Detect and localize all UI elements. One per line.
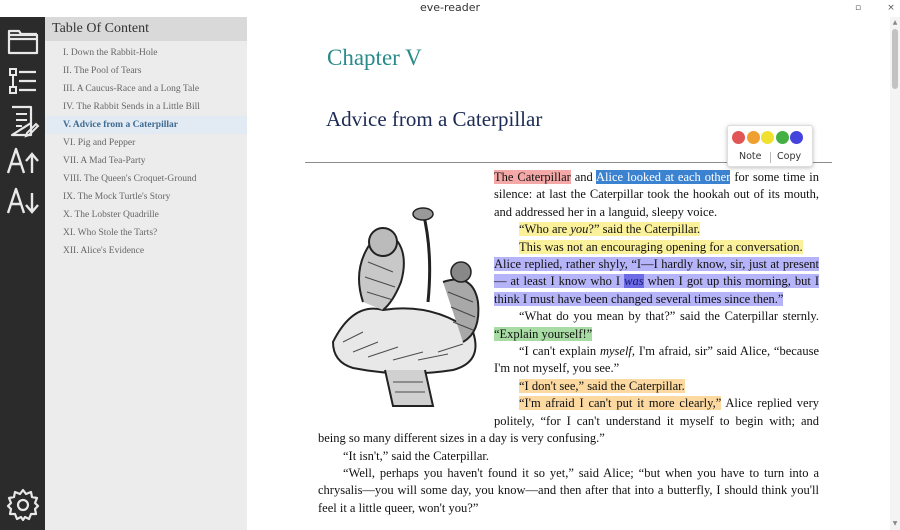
- highlight-yellow[interactable]: This was not an encouraging opening for a conversation.: [519, 239, 803, 254]
- font-increase-icon[interactable]: [5, 143, 41, 179]
- scroll-down-icon[interactable]: ▼: [892, 520, 898, 527]
- highlight-yellow[interactable]: [519, 222, 700, 236]
- copy-button[interactable]: Copy: [777, 151, 802, 162]
- text-span: myself: [599, 344, 632, 359]
- swatch-blue[interactable]: [790, 131, 803, 144]
- toc-item-chapter-1[interactable]: I. Down the Rabbit-Hole: [63, 48, 158, 58]
- text-span: “I can't explain: [519, 344, 600, 359]
- toc-item-chapter-7[interactable]: VII. A Mad Tea-Party: [63, 156, 146, 166]
- text-span: for some time in silence: at last the Caterpillar took the hookah out of its mouth, and addressed her in a languid, sleepy voice.: [494, 170, 819, 219]
- highlight-orange[interactable]: “I don't see,” said the Caterpillar.: [519, 378, 685, 393]
- font-decrease-icon[interactable]: [5, 183, 41, 219]
- toc-item-chapter-8[interactable]: VIII. The Queen's Croquet-Ground: [63, 174, 197, 184]
- toc-item-chapter-5[interactable]: V. Advice from a Caterpillar: [45, 116, 247, 134]
- popup-actions: [728, 150, 812, 164]
- highlight-green[interactable]: “Explain yourself!”: [494, 326, 593, 341]
- highlight-popup: [727, 125, 813, 167]
- text-span: when I got up this morning, but I think I must have been changed several times since then.”: [494, 274, 820, 306]
- settings-gear-icon[interactable]: [5, 487, 41, 523]
- paragraph-10: [318, 465, 819, 517]
- toc-item-chapter-3[interactable]: III. A Caucus-Race and a Long Tale: [63, 84, 200, 94]
- scroll-thumb[interactable]: [892, 29, 898, 89]
- text-span: “It isn't,” said the Caterpillar.: [343, 448, 489, 463]
- text-span: Alice replied, rather shyly, “I—I hardly know, sir, just at present— at least I know who I: [494, 257, 819, 289]
- highlight-dark[interactable]: was: [624, 274, 644, 289]
- note-button[interactable]: Note: [739, 151, 762, 162]
- swatch-orange[interactable]: [747, 131, 760, 144]
- swatch-yellow[interactable]: [761, 131, 774, 144]
- folder-icon[interactable]: [5, 23, 41, 59]
- text-span: “Who are: [519, 222, 571, 237]
- close-icon[interactable]: ×: [887, 3, 895, 13]
- text-span: ?” said the Caterpillar.: [588, 222, 701, 237]
- highlight-orange[interactable]: “I'm afraid I can't put it more clearly,”: [519, 396, 722, 411]
- paragraph-9: [318, 448, 819, 465]
- text-span: “Well, perhaps you haven't found it so yet,” said Alice; “but when you have to turn into a chrysalis—you will some day, you know—and then after that into a butterfly, I should think you'll feel it a little queer, won't you?”: [318, 465, 819, 515]
- notes-icon[interactable]: [5, 103, 41, 139]
- highlight-purple[interactable]: [494, 257, 819, 306]
- text-span: Alice replied very politely, “for I can't understand it myself to begin with; and being so many different sizes in a day is very confusing.”: [318, 396, 820, 446]
- selected-text[interactable]: Alice looked at each other: [596, 170, 731, 184]
- minimize-icon[interactable]: ▫: [854, 3, 862, 13]
- swatch-green[interactable]: [776, 131, 789, 144]
- scroll-up-icon[interactable]: ▲: [892, 19, 898, 26]
- window-title: eve-reader: [419, 1, 481, 14]
- reader-pane[interactable]: [247, 17, 890, 530]
- vertical-scrollbar[interactable]: [890, 17, 900, 530]
- text-span: and: [570, 170, 597, 184]
- toc-item-chapter-4[interactable]: IV. The Rabbit Sends in a Little Bill: [63, 102, 200, 112]
- highlight-red[interactable]: The Caterpillar: [494, 170, 571, 184]
- popup-divider: [770, 152, 771, 163]
- caterpillar-illustration: [323, 192, 491, 408]
- color-swatches: [732, 131, 805, 145]
- toc-item-chapter-9[interactable]: IX. The Mock Turtle's Story: [63, 192, 171, 202]
- toolbar: [0, 17, 45, 530]
- table-of-contents: [45, 17, 247, 530]
- toc-heading: Table Of Content: [45, 17, 247, 41]
- text-span: you: [570, 222, 589, 237]
- text-span: , I'm afraid, sir” said Alice, “because I'm not myself, you see.”: [494, 344, 820, 376]
- toc-item-chapter-10[interactable]: X. The Lobster Quadrille: [63, 210, 159, 220]
- toc-item-chapter-11[interactable]: XI. Who Stole the Tarts?: [63, 228, 158, 238]
- title-bar: [0, 0, 900, 17]
- toc-item-chapter-12[interactable]: XII. Alice's Evidence: [63, 246, 145, 256]
- toc-list-icon[interactable]: [5, 63, 41, 99]
- chapter-title: Advice from a Caterpillar: [326, 107, 543, 131]
- swatch-red[interactable]: [732, 131, 745, 144]
- toc-item-chapter-6[interactable]: VI. Pig and Pepper: [63, 138, 136, 148]
- text-span: “What do you mean by that?” said the Caterpillar sternly.: [519, 309, 819, 324]
- chapter-number: Chapter V: [327, 45, 422, 70]
- toc-item-chapter-2[interactable]: II. The Pool of Tears: [63, 66, 142, 76]
